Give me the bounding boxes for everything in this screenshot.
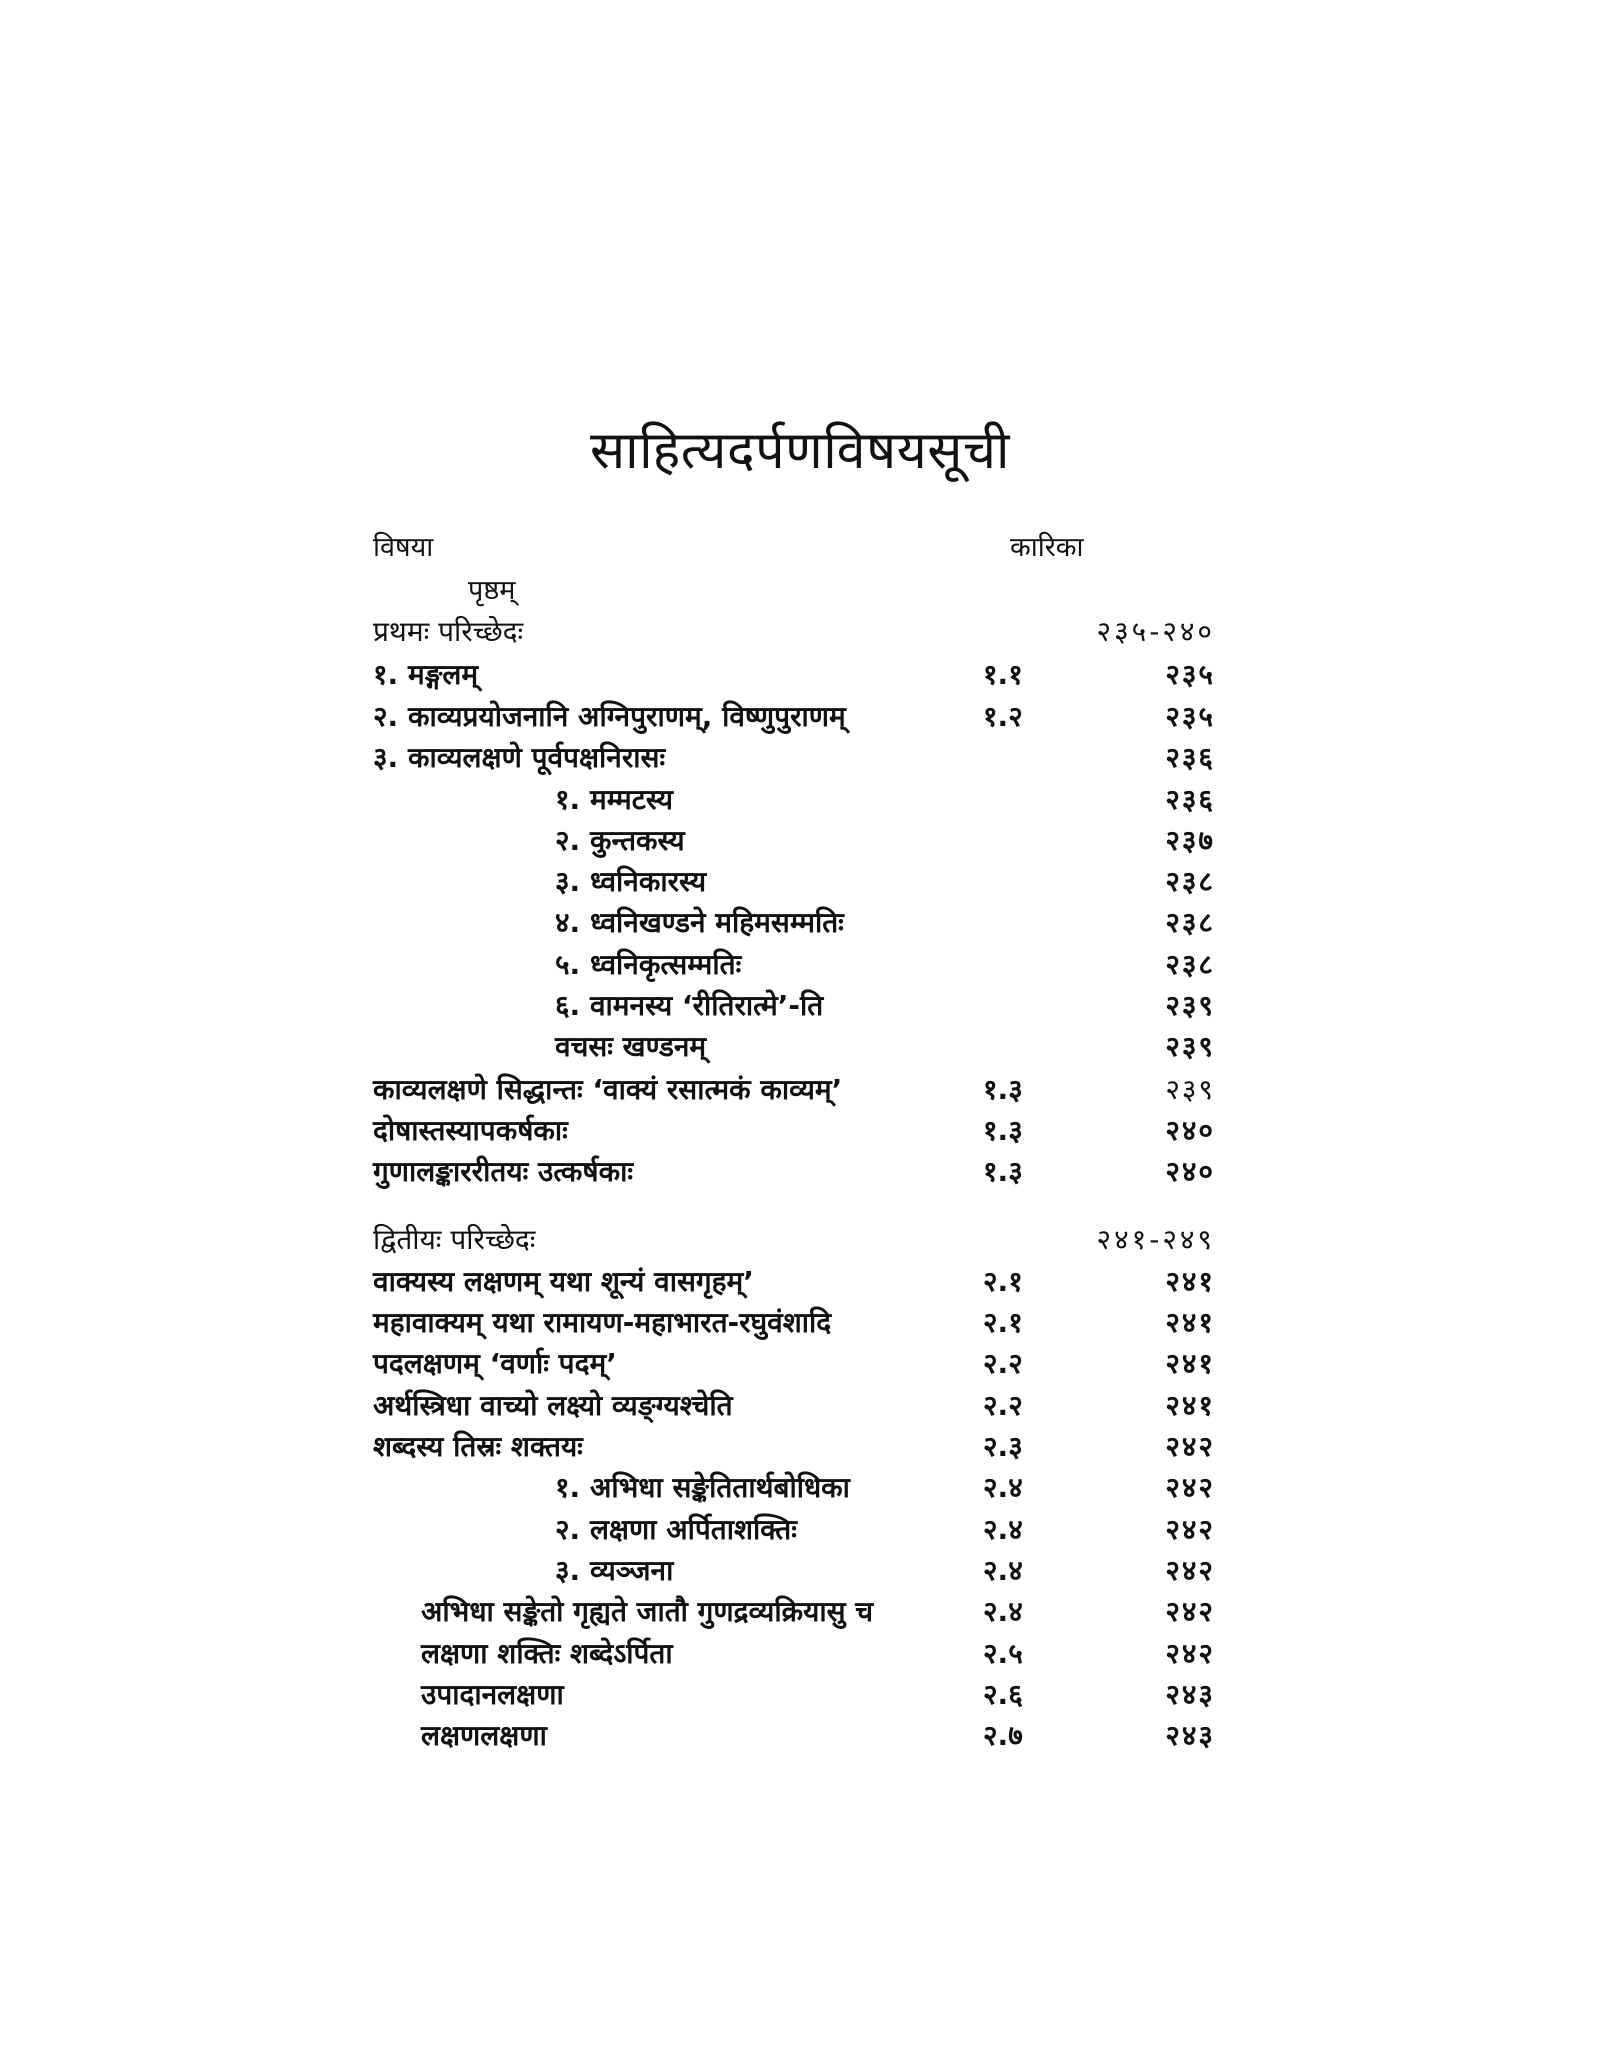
- toc-entry-karika: २.४: [983, 1595, 1023, 1628]
- toc-entry-title: अभिधा सङ्केतो गृह्यते जातौ गुणद्रव्यक्रियासु च: [421, 1595, 874, 1628]
- toc-entry-title: ३. ध्वनिकारस्य: [555, 865, 707, 898]
- toc-entry-title: ४. ध्वनिखण्डने महिमसम्मतिः: [555, 906, 844, 939]
- toc-entry-karika: २.२: [983, 1347, 1023, 1380]
- toc-entry-title: लक्षणा शक्तिः शब्देऽर्पिता: [421, 1637, 673, 1670]
- toc-entry: [373, 821, 1215, 861]
- toc-entry-page: २४२: [1165, 1554, 1215, 1587]
- toc-entry: [373, 1634, 1215, 1674]
- toc-entry-title: दोषास्तस्यापकर्षकाः: [373, 1114, 568, 1147]
- toc-entry-title: २. लक्षणा अर्पिताशक्तिः: [555, 1513, 797, 1546]
- toc-entry: [373, 862, 1215, 902]
- section-heading-row: [373, 1220, 1215, 1260]
- toc-entry-title: अर्थस्त्रिधा वाच्यो लक्ष्यो व्यङ्ग्यश्चेति: [373, 1389, 733, 1422]
- toc-entry-karika: १.२: [983, 700, 1023, 733]
- toc-entry-page: २३७: [1165, 824, 1215, 857]
- section-heading: द्वितीयः परिच्छेदः: [373, 1223, 536, 1256]
- toc-entry-page: २४१: [1165, 1265, 1215, 1298]
- toc-entry-page: २३८: [1165, 865, 1215, 898]
- toc-entry: [373, 1344, 1215, 1384]
- section-heading: प्रथमः परिच्छेदः: [373, 615, 524, 648]
- toc-entry-karika: २.४: [983, 1554, 1023, 1587]
- toc-entry-page: २३८: [1165, 948, 1215, 981]
- toc-entry: [373, 697, 1215, 737]
- toc-entry-title: ६. वामनस्य ‘रीतिरात्मे’-ति: [555, 989, 824, 1022]
- toc-entry-page: २४१: [1165, 1347, 1215, 1380]
- column-header-subject: विषया: [373, 532, 434, 563]
- toc-entry-title: उपादानलक्षणा: [421, 1678, 564, 1711]
- toc-entry: [373, 1262, 1215, 1302]
- toc-entry-page: २३६: [1165, 741, 1215, 774]
- toc-entry: [373, 1386, 1215, 1426]
- toc-entry-karika: २.६: [983, 1678, 1023, 1711]
- toc-entry-title: २. कुन्तकस्य: [555, 824, 685, 857]
- toc-entry-title: काव्यलक्षणे सिद्धान्तः ‘वाक्यं रसात्मकं काव्यम्’: [373, 1073, 843, 1106]
- toc-entry: [373, 1427, 1215, 1467]
- toc-entry: [373, 1510, 1215, 1550]
- toc-entry-title: १. अभिधा सङ्केतितार्थबोधिका: [555, 1471, 850, 1504]
- toc-entry-karika: २.२: [983, 1389, 1023, 1422]
- toc-entry-karika: २.४: [983, 1471, 1023, 1504]
- section-page-range: २४१-२४९: [1096, 1223, 1215, 1256]
- toc-entry-title: वाक्यस्य लक्षणम् यथा शून्यं वासगृहम्’: [373, 1265, 754, 1298]
- toc-entry: [373, 1070, 1215, 1110]
- toc-entry-title: ३. काव्यलक्षणे पूर्वपक्षनिरासः: [373, 741, 666, 774]
- toc-entry-page: २४२: [1165, 1471, 1215, 1504]
- toc-entry-karika: १.१: [983, 658, 1023, 691]
- toc-entry: [373, 903, 1215, 943]
- toc-entry-title: २. काव्यप्रयोजनानि अग्निपुराणम्, विष्णुपुराणम्: [373, 700, 846, 733]
- toc-entry-page: २३५: [1165, 700, 1215, 733]
- page-title: साहित्यदर्पणविषयसूची: [590, 420, 1010, 481]
- toc-entry-title: ३. व्यञ्जना: [555, 1554, 674, 1587]
- toc-entry: [373, 1675, 1215, 1715]
- toc-entry-karika: २.३: [983, 1430, 1023, 1463]
- column-header-page: पृष्ठम्: [468, 575, 516, 606]
- toc-entry-title: शब्दस्य तिस्रः शक्तयः: [373, 1430, 583, 1463]
- toc-entry: [373, 1027, 1215, 1067]
- toc-entry: [373, 1111, 1215, 1151]
- toc-entry-karika: २.५: [983, 1637, 1023, 1670]
- toc-entry: [373, 1592, 1215, 1632]
- toc-entry-page: २४३: [1165, 1678, 1215, 1711]
- toc-entry-page: २४०: [1165, 1114, 1215, 1147]
- toc-entry-karika: २.७: [983, 1719, 1023, 1752]
- toc-entry-page: २३९: [1165, 1073, 1215, 1106]
- toc-entry: [373, 1551, 1215, 1591]
- toc-entry-karika: १.३: [983, 1114, 1023, 1147]
- toc-entry-page: २४०: [1165, 1155, 1215, 1188]
- toc-entry-title: १. मम्मटस्य: [555, 783, 674, 816]
- section-heading-row: [373, 612, 1215, 652]
- toc-entry: [373, 655, 1215, 695]
- toc-entry: [373, 1303, 1215, 1343]
- toc-entry-page: २४१: [1165, 1306, 1215, 1339]
- section-page-range: २३५-२४०: [1096, 615, 1215, 648]
- toc-entry-karika: १.३: [983, 1073, 1023, 1106]
- toc-entry-karika: २.४: [983, 1513, 1023, 1546]
- toc-entry-page: २४२: [1165, 1637, 1215, 1670]
- toc-entry-page: २३८: [1165, 906, 1215, 939]
- column-header-karika: कारिका: [1010, 532, 1084, 563]
- toc-entry: [373, 780, 1215, 820]
- toc-entry-title: लक्षणलक्षणा: [421, 1719, 547, 1752]
- toc-entry-karika: २.१: [983, 1265, 1023, 1298]
- toc-entry-page: २४२: [1165, 1430, 1215, 1463]
- toc-entry: [373, 986, 1215, 1026]
- toc-entry-title: १. मङ्गलम्: [373, 658, 479, 691]
- toc-entry-title: महावाक्यम् यथा रामायण-महाभारत-रघुवंशादि: [373, 1306, 832, 1339]
- toc-entry: [373, 1468, 1215, 1508]
- toc-entry-page: २४३: [1165, 1719, 1215, 1752]
- toc-entry-page: २४२: [1165, 1513, 1215, 1546]
- toc-entry-karika: २.१: [983, 1306, 1023, 1339]
- toc-entry: [373, 1716, 1215, 1756]
- toc-entry: [373, 738, 1215, 778]
- toc-entry: [373, 1152, 1215, 1192]
- toc-entry-page: २३९: [1165, 989, 1215, 1022]
- toc-entry-page: २३९: [1165, 1030, 1215, 1063]
- toc-entry-title: गुणालङ्काररीतयः उत्कर्षकाः: [373, 1155, 633, 1188]
- toc-entry-title: पदलक्षणम् ‘वर्णाः पदम्’: [373, 1347, 617, 1380]
- toc-entry-karika: १.३: [983, 1155, 1023, 1188]
- toc-entry-page: २३५: [1165, 658, 1215, 691]
- toc-entry-page: २४१: [1165, 1389, 1215, 1422]
- toc-entry-page: २३६: [1165, 783, 1215, 816]
- toc-entry-page: २४२: [1165, 1595, 1215, 1628]
- toc-entry-title: ५. ध्वनिकृत्सम्मतिः: [555, 948, 742, 981]
- toc-entry: [373, 945, 1215, 985]
- toc-entry-title: वचसः खण्डनम्: [555, 1030, 707, 1063]
